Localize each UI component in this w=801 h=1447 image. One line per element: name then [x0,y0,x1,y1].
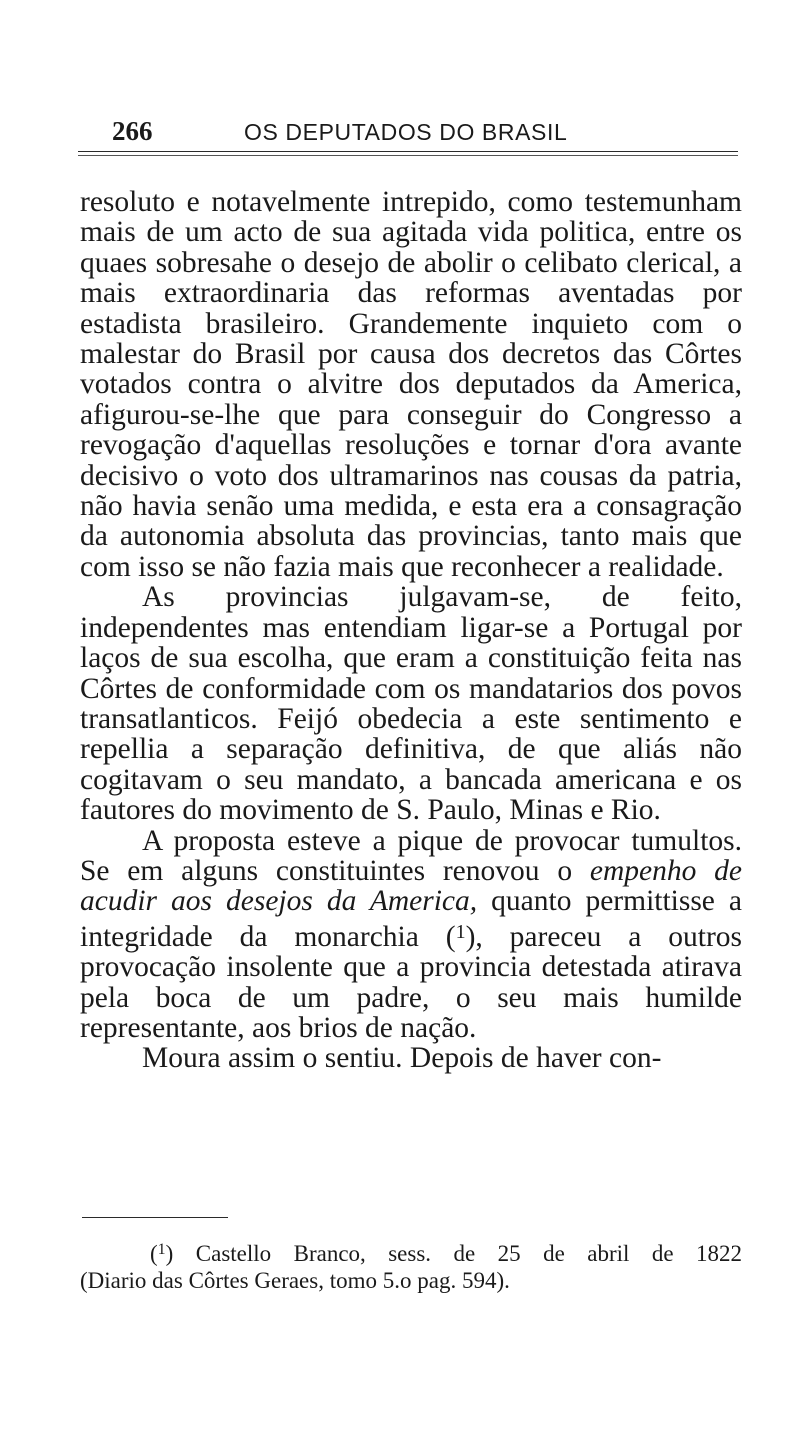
paragraph-4: Moura assim o sentiu. Depois de haver con- [142,1042,662,1075]
paragraph-3-start: A proposta esteve a pique de provocar tumultos. Se em alguns constituintes renovou o [80,824,742,887]
footnote-reference: 1 [455,920,466,943]
running-title: OS DEPUTADOS DO BRASIL [244,119,568,145]
paragraph-3-mid: quanto permittisse a integridade da monarchia ( [80,885,742,953]
footnote-mark: 1 [157,1241,166,1258]
body-text [80,187,742,1074]
footnote-close-paren: ) [165,1241,174,1266]
footnote-open-paren: ( [150,1241,158,1266]
footnote-text: Castello Branco, sess. de 25 de abril de 1822 [173,1241,742,1266]
page-number: 266 [112,116,153,146]
header-rule [78,151,738,152]
paragraph-3-italic: empenho de acudir aos desejos da America, [80,854,743,918]
paragraph-1: resoluto e notavelmente intrepido, como testemunham mais de um acto de sua agitada vida politica, entre os quaes sobresahe o desejo de abolir o celibato clerical, a mais extraordinaria das reformas aventadas por estadista brasileiro. Grandemente inquieto com o malestar do Brasil por causa dos decretos das Côrtes votados contra o alvitre dos deputados da America, afigurou-se-lhe que para conseguir do Congresso a revogação d'aquellas resoluções e tornar d'ora avante decisivo o voto dos ultramarinos nas cousas da patria, não havia senão uma medida, e esta era a consagração da autonomia absoluta das provincias, tanto mais que com isso se não fazia mais que reconhecer a realidade. [80,186,742,583]
footnotes [80,1236,742,1294]
running-head [112,116,742,150]
header-rule-thin [78,155,738,156]
paragraph-3-end: ), pareceu a outros provocação insolente que a provincia detestada atirava pela boca de um padre, o seu mais humilde representante, aos brios de nação. [80,920,742,1044]
paragraph-2: As provincias julgavam-se, de feito, independentes mas entendiam ligar-se a Portugal por laços de sua escolha, que eram a constituição feita nas Côrtes de conformidade com os mandatarios dos povos transatlanticos. Feijó obedecia a este sentimento e repellia a separação definitiva, de que aliás não cogitavam o seu mandato, a bancada americana e os fautores do movimento de S. Paulo, Minas e Rio. [80,581,742,827]
footnote-line-2: (Diario das Côrtes Geraes, tomo 5.o pag. 594). [80,1268,510,1293]
footnote-line-1 [80,1236,742,1267]
paragraph-3 [80,826,742,1044]
footnote-rule [82,1217,228,1218]
footnote [80,1236,742,1294]
